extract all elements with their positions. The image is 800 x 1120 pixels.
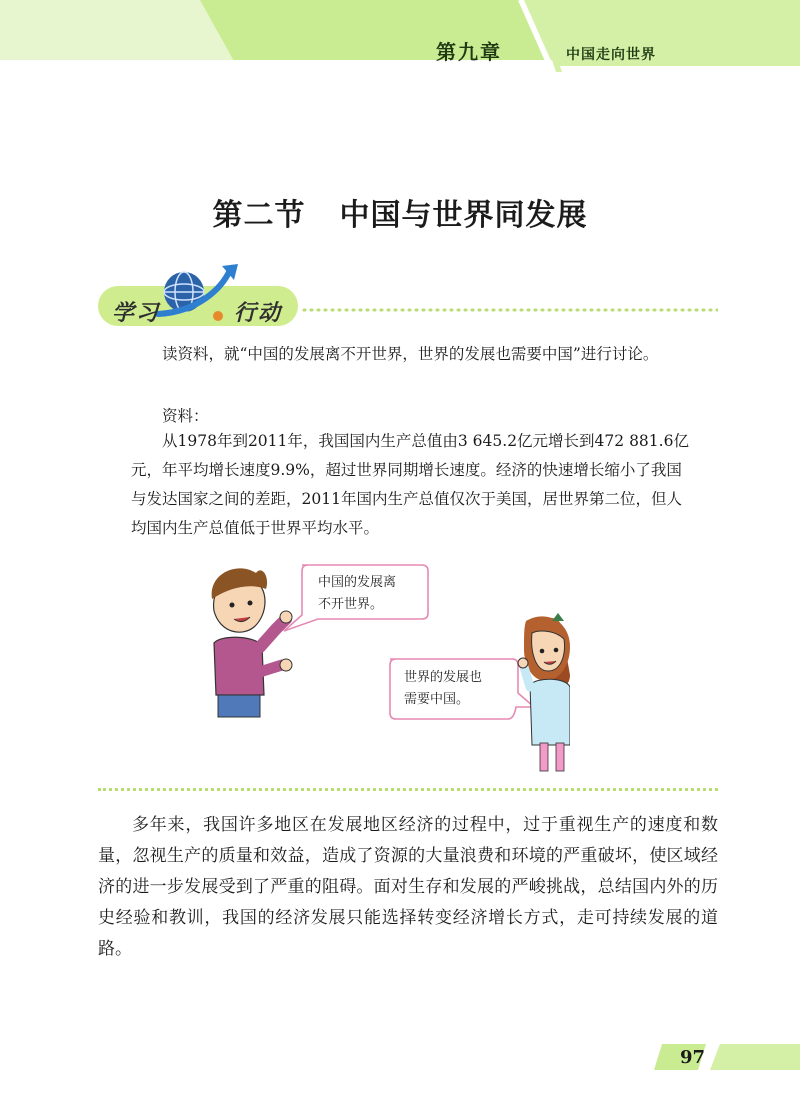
girl-speech-line2: 需要中国。 xyxy=(404,692,470,707)
section-divider xyxy=(98,788,718,791)
girl-speech-bubble xyxy=(404,667,534,711)
chapter-header-band xyxy=(0,0,800,72)
banner-label-right: 行动 xyxy=(234,301,283,326)
girl-speech-line1: 世界的发展也 xyxy=(404,670,483,685)
material-text: 从1978年到2011年，我国国内生产总值由3 645.2亿元增长到472 881.6亿元，年平均增长速度9.9%，超过世界同期增长速度。经济的快速增长缩小了我国与发达国家之间的差距，2011年国内生产总值仅次于美国，居世界第二位，但人均国内生产总值低于世界平均水平。 xyxy=(131,432,689,537)
material-label: 资料： xyxy=(162,407,209,425)
section-number: 第二节 xyxy=(212,198,306,233)
activity-prompt: 读资料，就“中国的发展离不开世界，世界的发展也需要中国”进行讨论。 xyxy=(162,345,659,363)
learning-action-banner xyxy=(98,262,718,332)
page-number-band xyxy=(650,1040,800,1074)
section-title: 中国与世界同发展 xyxy=(339,198,588,233)
chapter-title: 中国走向世界 xyxy=(566,47,656,63)
boy-speech-line2: 不开世界。 xyxy=(318,597,384,612)
section-heading xyxy=(0,190,800,234)
boy-speech-line1: 中国的发展离 xyxy=(318,575,397,590)
chapter-label: 第九章 xyxy=(436,40,502,64)
boy-figure xyxy=(212,568,292,717)
banner-label-left: 学习 xyxy=(112,301,161,326)
page-number: 97 xyxy=(680,1047,706,1068)
boy-speech-bubble xyxy=(318,572,448,616)
body-paragraph: 多年来，我国许多地区在发展地区经济的过程中，过于重视生产的速度和数量，忽视生产的质量和效益，造成了资源的大量浪费和环境的严重破坏，使区域经济的进一步发展受到了严重的阻碍。面对生存和发展的严峻挑战，总结国内外的历史经验和教训，我国的经济发展只能选择转变经济增长方式，走可持续发展的道路。 xyxy=(98,815,718,959)
